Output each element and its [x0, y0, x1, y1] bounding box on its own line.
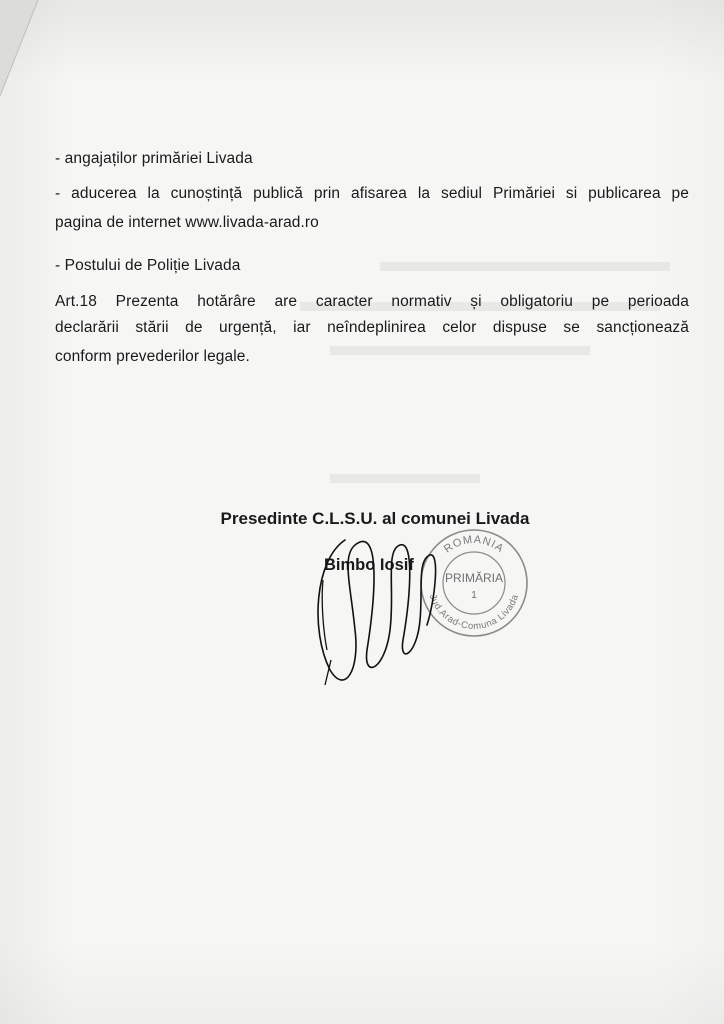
article-18-line-2: declarării stării de urgență, iar neîndeplinirea celor dispuse se sancționează — [55, 319, 689, 336]
recipient-employees: - angajaților primăriei Livada — [55, 150, 253, 167]
stamp-center-text: PRIMĂRIA — [444, 571, 504, 585]
stamp-number: 1 — [471, 590, 477, 601]
recipient-police: - Postului de Poliție Livada — [55, 257, 241, 274]
article-18-line-1: Art.18 Prezenta hotărâre are caracter normativ și obligatoriu pe perioada — [55, 293, 689, 310]
signatory-title: Presedinte C.L.S.U. al comunei Livada — [220, 509, 530, 528]
stamp-bottom-text: Jud.Arad-Comuna Livada — [426, 592, 522, 633]
signatory-name: Bimbo Iosif — [324, 556, 414, 574]
website-line: pagina de internet www.livada-arad.ro — [55, 214, 319, 231]
stamp-top-text: ROMANIA — [441, 533, 507, 556]
article-18-line-3: conform prevederilor legale. — [55, 348, 250, 365]
publication-line: - aducerea la cunoștință publică prin afisarea la sediul Primăriei si publicarea pe — [55, 185, 689, 202]
handwritten-signature — [305, 520, 445, 695]
